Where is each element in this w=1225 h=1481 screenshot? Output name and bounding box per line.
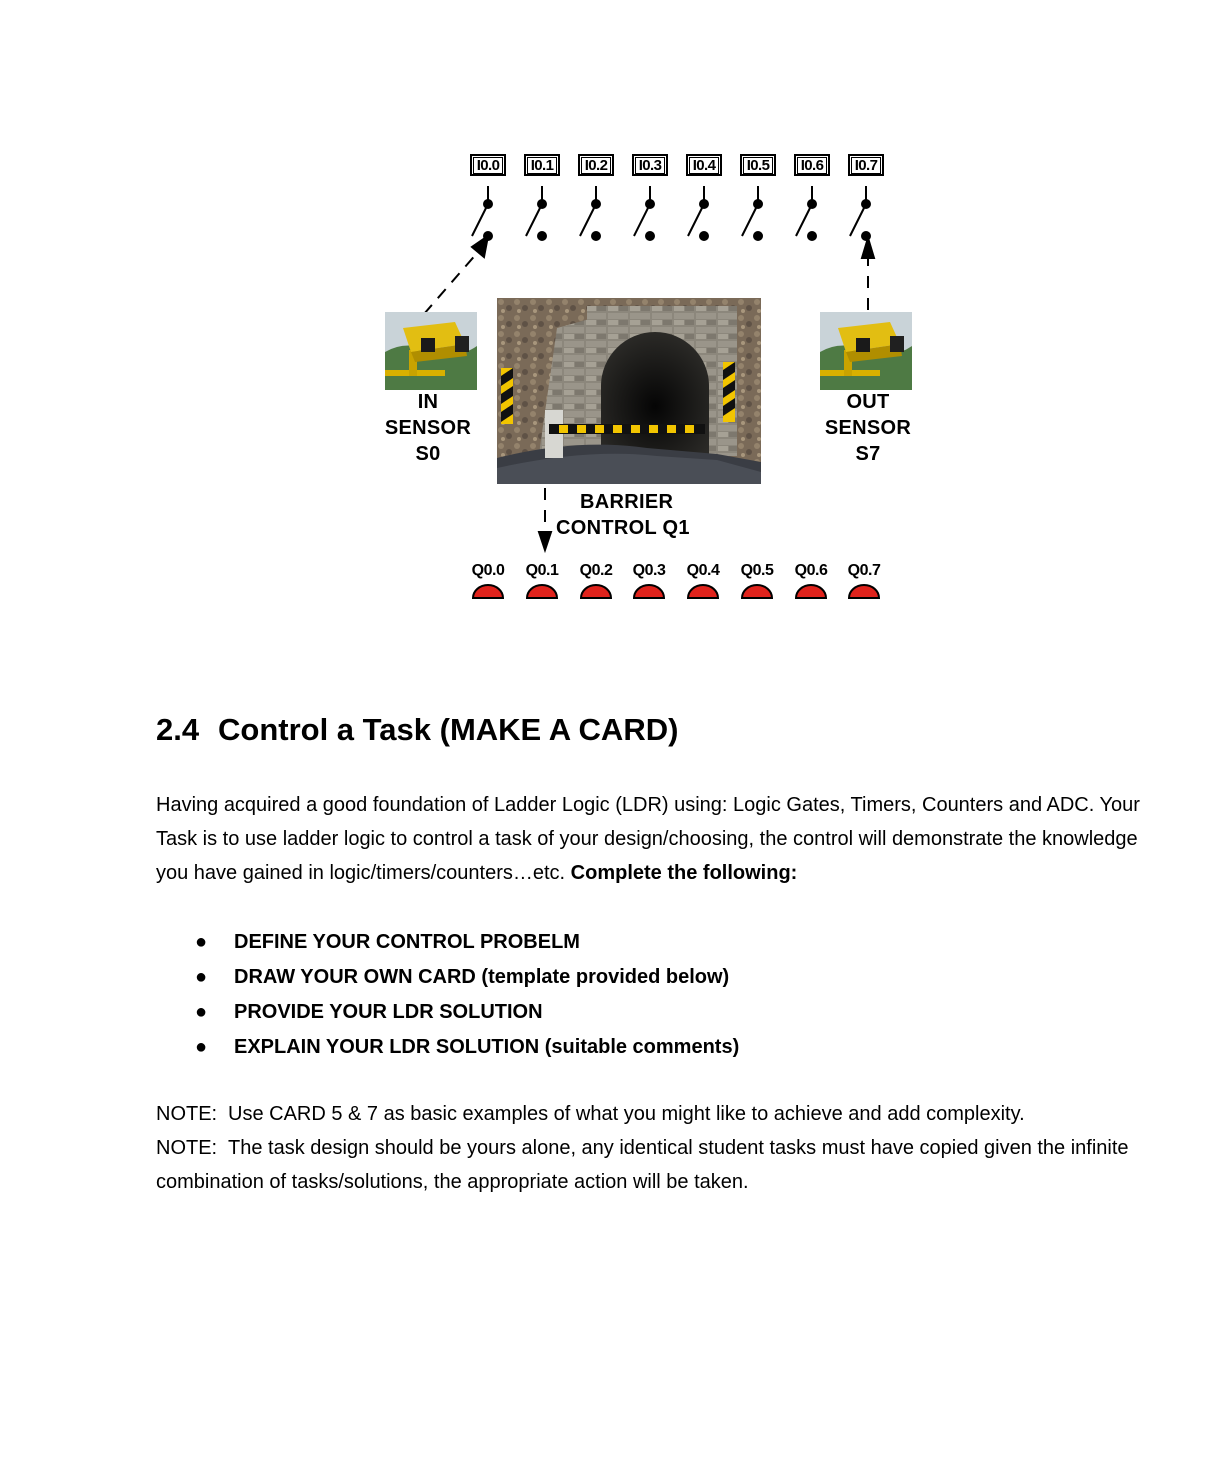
barrier-line: CONTROL Q1 [556,517,690,539]
lamp-q0-4 [688,585,718,598]
list-item [195,1030,739,1065]
task-text: DEFINE YOUR CONTROL PROBELM [234,931,580,953]
output-label-q0-4: Q0.4 [686,562,720,579]
barrier-line: BARRIER [580,491,674,513]
warning-post-right [723,362,735,422]
input-label-text: I0.5 [743,157,773,174]
barrier-label [556,489,706,541]
input-label-text: I0.4 [689,157,719,174]
lamp-q0-7 [849,585,879,598]
intro-paragraph [156,788,1146,890]
in-sensor-line: S0 [415,443,441,465]
switch-3 [634,186,654,240]
out-sensor-arrow [862,238,874,310]
task-list [195,925,739,1065]
in-sensor-line: IN [417,391,439,413]
barrier-control-diagram [360,140,940,620]
output-label-q0-0: Q0.0 [471,562,505,579]
out-sensor-line: SENSOR [824,417,912,439]
input-label-text: I0.7 [851,157,881,174]
out-sensor-line: OUT [846,391,890,413]
input-label-text: I0.3 [635,157,665,174]
note-text: Use CARD 5 & 7 as basic examples of what you might like to achieve and add complexity. [228,1103,1025,1125]
lamp-q0-2 [581,585,611,598]
input-label-text: I0.1 [527,157,557,174]
lamp-q0-5 [742,585,772,598]
in-sensor-camera [385,312,477,390]
note-line [156,1097,1146,1131]
task-text: EXPLAIN YOUR LDR SOLUTION (suitable comments) [234,1036,740,1058]
bullet-icon: ● [195,966,208,988]
warning-post-left [501,368,513,424]
switch-2 [580,186,600,240]
switch-0 [472,186,492,240]
bullet-icon: ● [195,1001,208,1023]
section-number: 2.4 [156,712,200,747]
input-label-text: I0.2 [581,157,611,174]
intro-text: Having acquired a good foundation of Ladder Logic (LDR) using: Logic Gates, Timers, Counters and ADC. Your Task is to use ladder logic to control a task of your design/choosing, the control will demonstrate the knowledge you have gained in logic/timers/counters…etc. [156,794,1140,884]
in-sensor-arrow [424,236,488,314]
task-text: PROVIDE YOUR LDR SOLUTION [234,1001,543,1023]
lamp-q0-3 [634,585,664,598]
list-item [195,995,739,1030]
output-label-q0-3: Q0.3 [632,562,666,579]
output-label-q0-1: Q0.1 [525,562,559,579]
in-sensor-label [370,389,486,467]
diagram-graphics [360,140,940,620]
switch-4 [688,186,708,240]
task-text: DRAW YOUR OWN CARD (template provided below) [234,966,730,988]
input-label-text: I0.0 [473,157,503,174]
output-label-q0-6: Q0.6 [794,562,828,579]
lamp-q0-0 [473,585,503,598]
tunnel-photo [497,298,761,484]
input-switches [472,186,870,240]
lamp-q0-6 [796,585,826,598]
intro-bold-text: Complete the following: [570,862,798,884]
output-label-q0-5: Q0.5 [740,562,774,579]
switch-1 [526,186,546,240]
out-sensor-line: S7 [855,443,881,465]
bullet-icon: ● [195,931,208,953]
notes-paragraph [156,1097,1146,1199]
input-label-text: I0.6 [797,157,827,174]
switch-6 [796,186,816,240]
output-lamps [473,585,879,598]
note-tag: NOTE: [156,1137,218,1159]
list-item [195,925,739,960]
switch-7 [850,186,870,240]
out-sensor-camera [820,312,912,390]
note-text: The task design should be yours alone, any identical student tasks must have copied given the infinite combination of tasks/solutions, the appropriate action will be taken. [156,1137,1129,1193]
note-tag: NOTE: [156,1103,218,1125]
section-heading [156,712,678,748]
in-sensor-line: SENSOR [384,417,472,439]
bullet-icon: ● [195,1036,208,1058]
lamp-q0-1 [527,585,557,598]
output-label-q0-7: Q0.7 [847,562,881,579]
switch-5 [742,186,762,240]
output-label-q0-2: Q0.2 [579,562,613,579]
list-item [195,960,739,995]
out-sensor-label [810,389,926,467]
section-title: Control a Task (MAKE A CARD) [218,712,679,747]
note-line [156,1131,1146,1199]
